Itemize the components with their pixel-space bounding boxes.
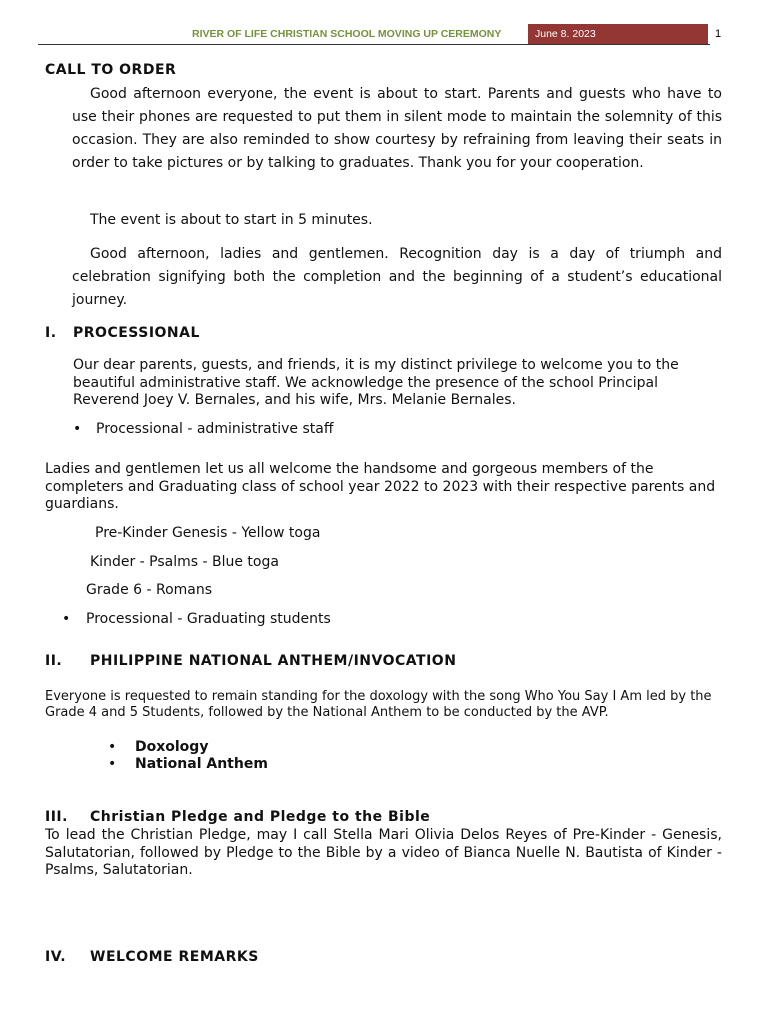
- anthem-item-national-anthem: National Anthem: [135, 756, 268, 772]
- processional-intro: Our dear parents, guests, and friends, it is my distinct privilege to welcome you to the beautiful administrative staff. We acknowledge the presence of the school Principal Reverend Joey V. Bernales, and his wife, Mrs. Melanie Bernales.: [73, 357, 679, 408]
- processional-bullet-staff: Processional - administrative staff: [96, 421, 334, 437]
- section-number: IV.: [45, 949, 67, 965]
- class-line-grade6: Grade 6 - Romans: [86, 582, 213, 598]
- header-date: June 8. 2023: [528, 24, 708, 45]
- bullet-icon: •: [73, 421, 82, 437]
- section-title: PHILIPPINE NATIONAL ANTHEM/INVOCATION: [90, 653, 457, 669]
- header-title: RIVER OF LIFE CHRISTIAN SCHOOL MOVING UP CEREMONY: [192, 28, 502, 40]
- header-divider: [38, 44, 710, 45]
- call-to-order-paragraph-1: Good afternoon everyone, the event is about to start. Parents and guests who have to use their phones are requested to put them in silent mode to maintain the solemnity of this occasion. They are also reminded to show courtesy by refraining from leaving their seats in order to take pictures or by talking to graduates. Thank you for your cooperation.: [72, 86, 722, 171]
- processional-bullet-graduates: Processional - Graduating students: [86, 611, 331, 627]
- call-to-order-heading: CALL TO ORDER: [45, 62, 177, 78]
- section-processional-heading: [45, 325, 200, 341]
- section-title: WELCOME REMARKS: [90, 949, 259, 965]
- section-title: PROCESSIONAL: [73, 325, 200, 341]
- class-line-kinder: Kinder - Psalms - Blue toga: [90, 554, 279, 570]
- bullet-icon: •: [62, 611, 71, 627]
- pledge-text: To lead the Christian Pledge, may I call Stella Mari Olivia Delos Reyes of Pre-Kinder - Genesis, Salutatorian, followed by Pledge to the Bible by a video of Bianca Nuelle N. Bautista of Kinder - Psalms, Salutatorian.: [45, 827, 722, 878]
- section-title: Christian Pledge and Pledge to the Bible: [90, 809, 431, 825]
- section-number: II.: [45, 653, 63, 669]
- section-number: I.: [45, 325, 57, 341]
- section-pledge-heading: [45, 809, 430, 825]
- bullet-icon: •: [108, 739, 117, 755]
- anthem-instructions: Everyone is requested to remain standing for the doxology with the song Who You Say I Am led by the Grade 4 and 5 Students, followed by the National Anthem to be conducted by the AVP.: [45, 689, 712, 720]
- section-anthem-heading: [45, 653, 456, 669]
- section-welcome-remarks-heading: [45, 949, 259, 965]
- call-to-order-paragraph-2: The event is about to start in 5 minutes.: [90, 212, 373, 228]
- page-number: 1: [715, 28, 722, 40]
- class-line-prekinder: Pre-Kinder Genesis - Yellow toga: [95, 525, 321, 541]
- anthem-item-doxology: Doxology: [135, 739, 209, 755]
- call-to-order-paragraph-3: Good afternoon, ladies and gentlemen. Recognition day is a day of triumph and celebration signifying both the completion and the beginning of a student’s educational journey.: [72, 246, 722, 308]
- processional-welcome-text: Ladies and gentlemen let us all welcome the handsome and gorgeous members of the completers and Graduating class of school year 2022 to 2023 with their respective parents and guardians.: [45, 461, 716, 512]
- bullet-icon: •: [108, 756, 117, 772]
- section-number: III.: [45, 809, 68, 825]
